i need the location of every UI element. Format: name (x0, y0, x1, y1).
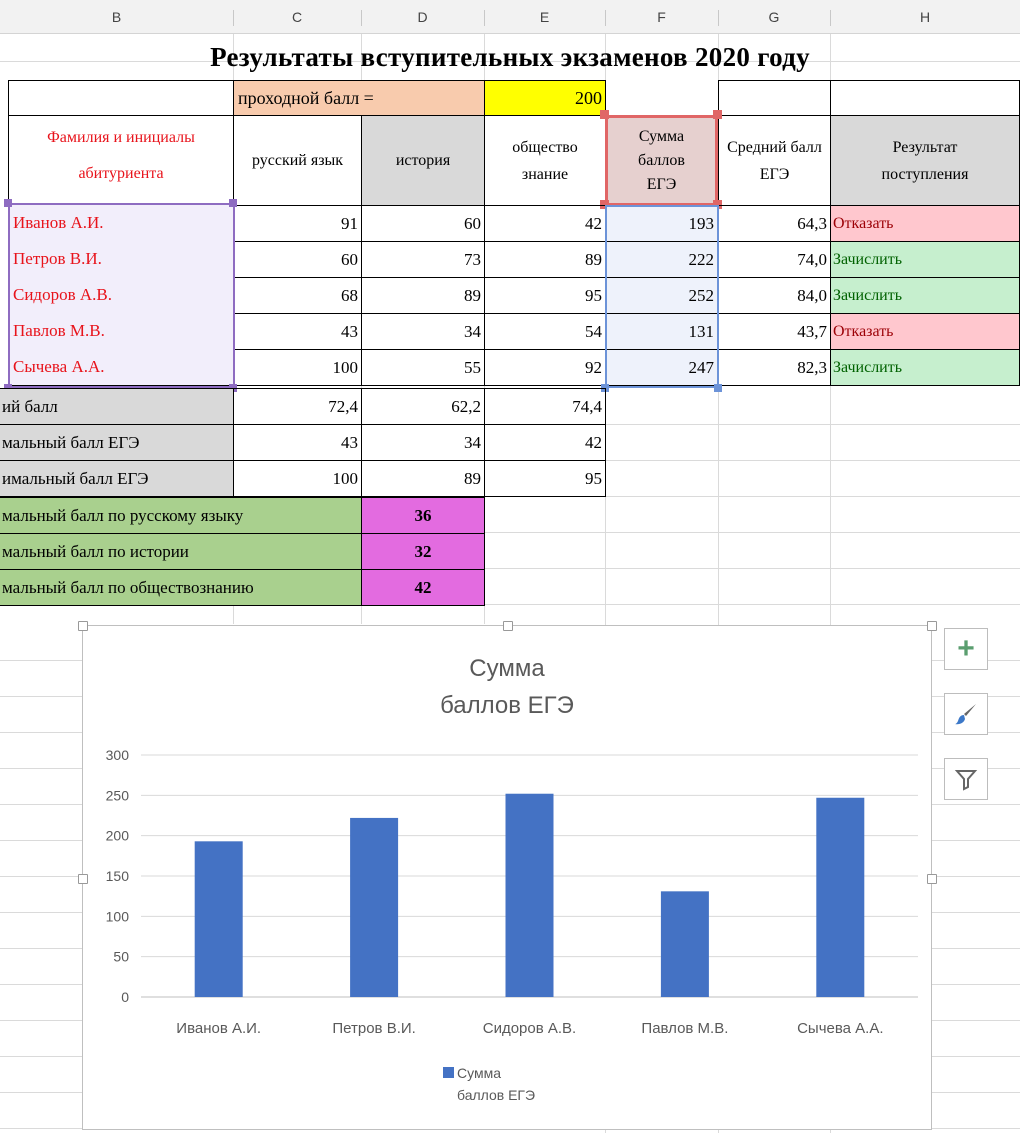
bar (195, 841, 243, 997)
russian-score-cell[interactable]: 68 (233, 277, 362, 314)
chart-title-line2: баллов ЕГЭ (440, 692, 574, 719)
y-tick-label: 100 (105, 908, 129, 925)
column-header-b[interactable]: B (111, 9, 122, 25)
header-avg[interactable]: Средний балл ЕГЭ (718, 115, 831, 206)
y-tick-label: 200 (105, 827, 129, 844)
student-name-cell[interactable]: Петров В.И. (8, 241, 234, 278)
x-category-label: Иванов А.И. (176, 1020, 262, 1037)
x-category-label: Петров В.И. (332, 1020, 416, 1037)
column-header-c[interactable]: C (291, 9, 303, 25)
result-cell[interactable]: Отказать (830, 205, 1020, 242)
pass-score-label[interactable]: проходной балл = (233, 80, 485, 116)
x-category-label: Сычева А.А. (797, 1020, 884, 1037)
sum-score-cell[interactable]: 131 (605, 313, 718, 350)
chart-styles-button[interactable] (944, 693, 988, 735)
legend-swatch (443, 1067, 454, 1078)
avg-score-cell[interactable]: 43,7 (718, 313, 831, 350)
empty-cell[interactable] (830, 80, 1020, 116)
stat-history-cell[interactable]: 89 (361, 460, 485, 497)
name-range-selection (8, 203, 235, 388)
student-name-cell[interactable]: Павлов М.В. (8, 313, 234, 350)
chart-area[interactable] (82, 625, 932, 1130)
bar (816, 798, 864, 997)
min-score-label-cell[interactable]: мальный балл по истории (0, 533, 362, 570)
stat-russian-cell[interactable]: 72,4 (233, 388, 362, 425)
social-score-cell[interactable]: 54 (484, 313, 606, 350)
header-sum[interactable]: Сумма баллов ЕГЭ (605, 115, 718, 206)
chart-title-line1: Сумма (469, 655, 545, 682)
russian-score-cell[interactable]: 100 (233, 349, 362, 386)
min-score-value-cell[interactable]: 32 (361, 533, 485, 570)
y-tick-label: 50 (113, 948, 129, 965)
history-score-cell[interactable]: 89 (361, 277, 485, 314)
history-score-cell[interactable]: 55 (361, 349, 485, 386)
column-header-f[interactable]: F (657, 9, 666, 25)
social-score-cell[interactable]: 89 (484, 241, 606, 278)
bar (506, 794, 554, 997)
student-name-cell[interactable]: Сычева А.А. (8, 349, 234, 386)
filter-icon (954, 767, 978, 791)
header-result[interactable]: Результат поступления (830, 115, 1020, 206)
stat-history-cell[interactable]: 34 (361, 424, 485, 461)
stat-social-cell[interactable]: 74,4 (484, 388, 606, 425)
y-tick-label: 150 (105, 868, 129, 884)
student-name-cell[interactable]: Сидоров А.В. (8, 277, 234, 314)
stat-social-cell[interactable]: 95 (484, 460, 606, 497)
result-cell[interactable]: Зачислить (830, 349, 1020, 386)
x-category-label: Павлов М.В. (641, 1020, 729, 1037)
avg-score-cell[interactable]: 64,3 (718, 205, 831, 242)
sum-score-cell[interactable]: 247 (605, 349, 718, 386)
chart-filters-button[interactable] (944, 758, 988, 800)
stat-history-cell[interactable]: 62,2 (361, 388, 485, 425)
sum-range-selection (605, 205, 719, 388)
header-name[interactable]: Фамилия и инициалы абитуриента (8, 115, 234, 206)
column-header-h[interactable]: H (919, 9, 931, 25)
pass-score-value[interactable]: 200 (484, 80, 606, 116)
header-history[interactable]: история (361, 115, 485, 206)
social-score-cell[interactable]: 42 (484, 205, 606, 242)
header-russian[interactable]: русский язык (233, 115, 362, 206)
min-score-value-cell[interactable]: 42 (361, 569, 485, 606)
y-tick-label: 250 (105, 787, 129, 804)
avg-score-cell[interactable]: 82,3 (718, 349, 831, 386)
bar (661, 891, 709, 997)
stat-social-cell[interactable]: 42 (484, 424, 606, 461)
result-cell[interactable]: Зачислить (830, 277, 1020, 314)
russian-score-cell[interactable]: 60 (233, 241, 362, 278)
empty-cell[interactable] (8, 80, 234, 116)
sum-score-cell[interactable]: 252 (605, 277, 718, 314)
min-score-value-cell[interactable]: 36 (361, 497, 485, 534)
avg-score-cell[interactable]: 74,0 (718, 241, 831, 278)
social-score-cell[interactable]: 95 (484, 277, 606, 314)
y-tick-label: 0 (121, 989, 129, 1005)
result-cell[interactable]: Зачислить (830, 241, 1020, 278)
sheet-title[interactable]: Результаты вступительных экзаменов 2020 году (210, 42, 810, 72)
legend-label-line1: Сумма (457, 1065, 501, 1081)
chart-elements-button[interactable] (944, 628, 988, 670)
avg-score-cell[interactable]: 84,0 (718, 277, 831, 314)
header-social[interactable]: общество знание (484, 115, 606, 206)
chart-svg (83, 626, 931, 1129)
result-cell[interactable]: Отказать (830, 313, 1020, 350)
history-score-cell[interactable]: 73 (361, 241, 485, 278)
stat-label-cell[interactable]: имальный балл ЕГЭ (0, 460, 234, 497)
stat-label-cell[interactable]: ий балл (0, 388, 234, 425)
column-header-e[interactable]: E (539, 9, 550, 25)
plus-icon: + (957, 632, 975, 665)
russian-score-cell[interactable]: 91 (233, 205, 362, 242)
column-header-g[interactable]: G (768, 9, 780, 25)
min-score-label-cell[interactable]: мальный балл по обществознанию (0, 569, 362, 606)
stat-label-cell[interactable]: мальный балл ЕГЭ (0, 424, 234, 461)
russian-score-cell[interactable]: 43 (233, 313, 362, 350)
legend-label-line2: баллов ЕГЭ (457, 1087, 536, 1103)
y-tick-label: 300 (105, 747, 129, 763)
min-score-label-cell[interactable]: мальный балл по русскому языку (0, 497, 362, 534)
student-name-cell[interactable]: Иванов А.И. (8, 205, 234, 242)
x-category-label: Сидоров А.В. (482, 1020, 577, 1037)
history-score-cell[interactable]: 60 (361, 205, 485, 242)
column-header-d[interactable]: D (417, 9, 428, 25)
bar (350, 818, 398, 997)
sum-score-cell[interactable]: 193 (605, 205, 718, 242)
column-header-bar (0, 0, 1020, 34)
stat-russian-cell[interactable]: 100 (233, 460, 362, 497)
history-score-cell[interactable]: 34 (361, 313, 485, 350)
stat-russian-cell[interactable]: 43 (233, 424, 362, 461)
social-score-cell[interactable]: 92 (484, 349, 606, 386)
sum-score-cell[interactable]: 222 (605, 241, 718, 278)
brush-icon (953, 701, 979, 727)
empty-cell[interactable] (718, 80, 831, 116)
